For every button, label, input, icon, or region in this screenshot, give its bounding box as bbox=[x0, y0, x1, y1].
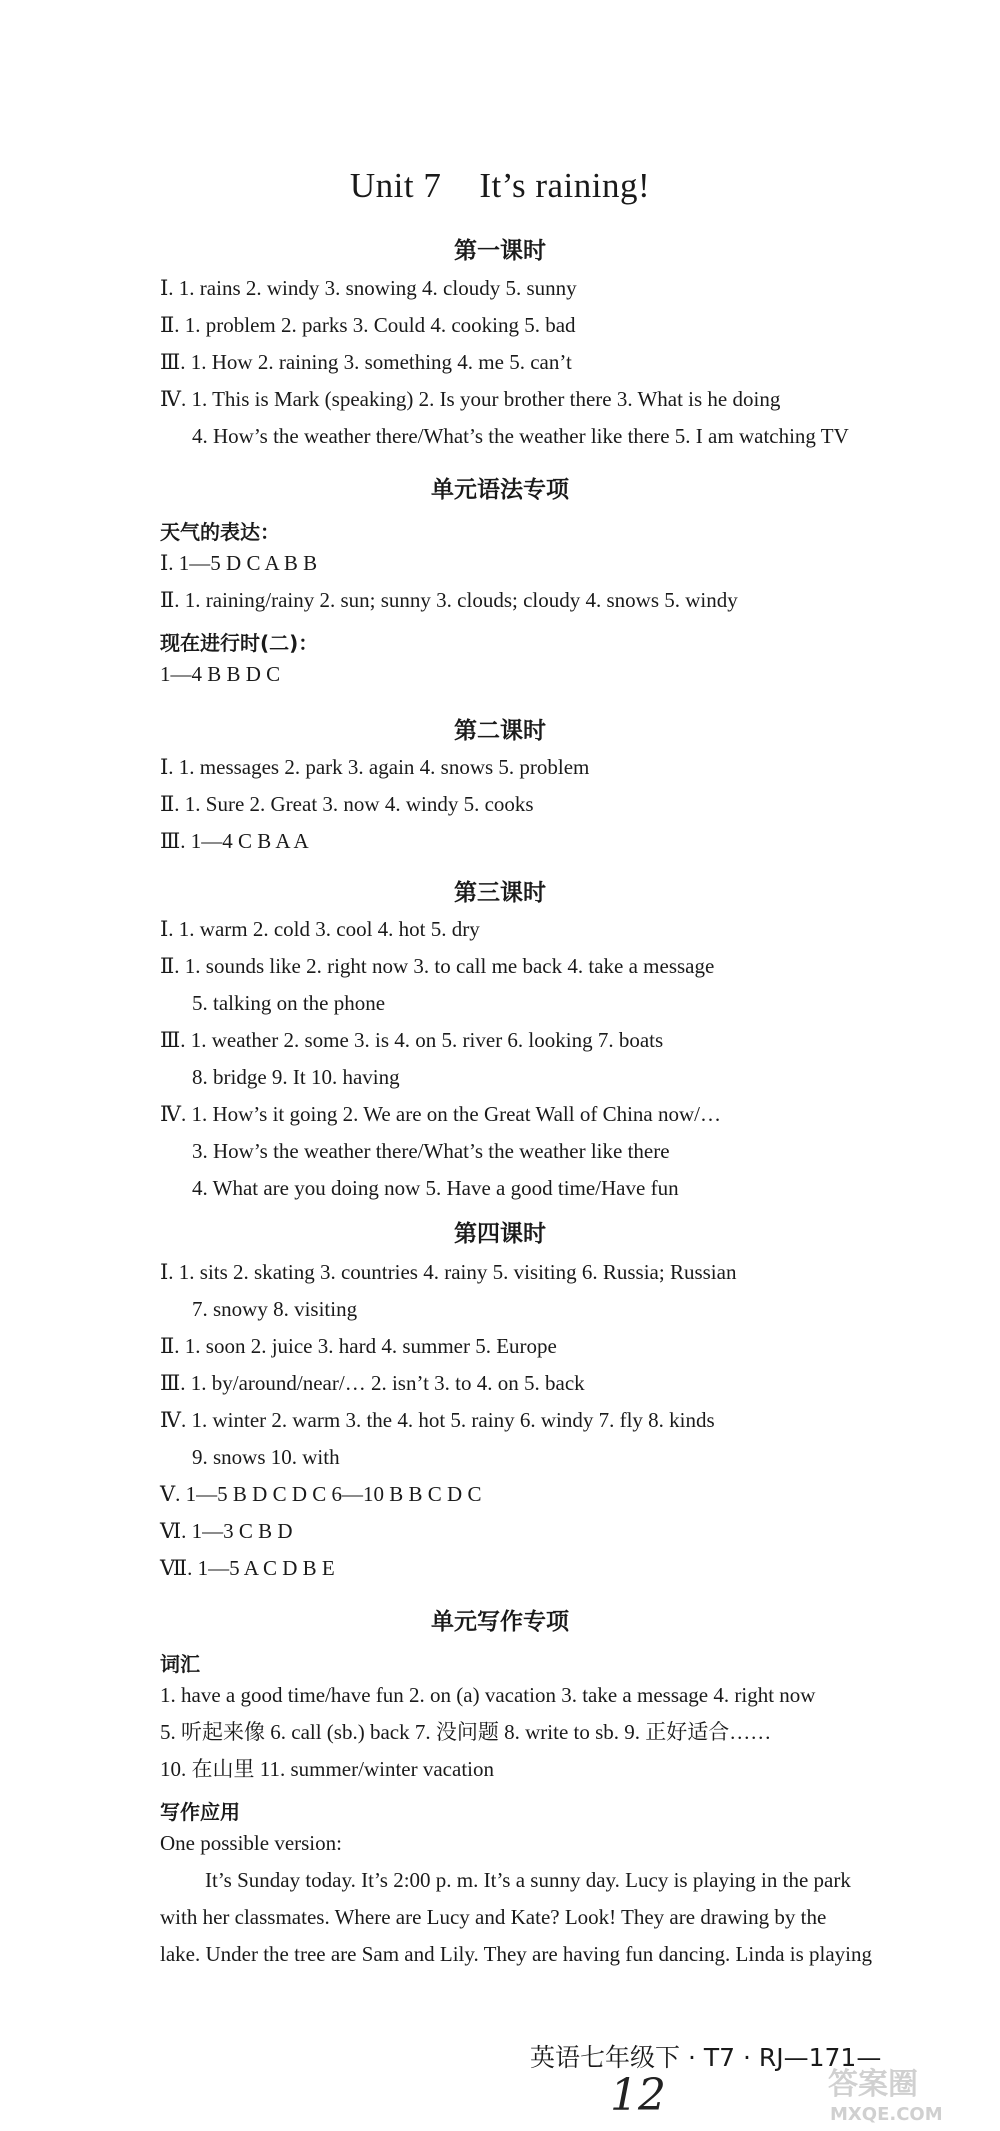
answer-line: Ⅳ. 1. This is Mark (speaking) 2. Is your brother there 3. What is he doing bbox=[160, 387, 781, 411]
answer-line: 1—4 B B D C bbox=[160, 662, 281, 686]
answer-line: Ⅲ. 1. by/around/near/… 2. isn’t 3. to 4. on 5. back bbox=[160, 1371, 585, 1395]
answer-line: 4. How’s the weather there/What’s the weather like there 5. I am watching TV bbox=[192, 424, 849, 448]
page-footer: 英语七年级下 · T7 · RJ—171— bbox=[530, 2043, 882, 2072]
lesson1-heading: 第一课时 bbox=[454, 238, 546, 264]
watermark-top: 答案圈 bbox=[828, 2067, 918, 2102]
unit-number: Unit 7 bbox=[349, 166, 442, 205]
watermark-logo bbox=[820, 2060, 990, 2126]
watermark-bottom: MXQE.COM bbox=[830, 2104, 943, 2125]
answer-line: Ⅴ. 1—5 B D C D C 6—10 B B C D C bbox=[160, 1482, 482, 1506]
answer-line: Ⅰ. 1—5 D C A B B bbox=[160, 551, 318, 575]
writing-heading: 单元写作专项 bbox=[431, 1609, 569, 1635]
answer-line: Ⅰ. 1. messages 2. park 3. again 4. snows 5. problem bbox=[160, 755, 590, 779]
answer-line: 8. bridge 9. It 10. having bbox=[192, 1065, 400, 1089]
answer-line: Ⅱ. 1. soon 2. juice 3. hard 4. summer 5. Europe bbox=[160, 1334, 557, 1358]
answer-line: Ⅱ. 1. Sure 2. Great 3. now 4. windy 5. cooks bbox=[160, 792, 534, 816]
sample-paragraph-line: It’s Sunday today. It’s 2:00 p. m. It’s a sunny day. Lucy is playing in the park bbox=[205, 1868, 851, 1892]
answer-line: Ⅳ. 1. winter 2. warm 3. the 4. hot 5. rainy 6. windy 7. fly 8. kinds bbox=[160, 1408, 715, 1432]
answer-line: Ⅲ. 1. How 2. raining 3. something 4. me 5. can’t bbox=[160, 350, 572, 374]
answer-line: 3. How’s the weather there/What’s the weather like there bbox=[192, 1139, 670, 1163]
grammar-sub-weather: 天气的表达： bbox=[160, 520, 280, 544]
answer-line: Ⅰ. 1. rains 2. windy 3. snowing 4. cloudy 5. sunny bbox=[160, 276, 577, 300]
answer-line: Ⅰ. 1. sits 2. skating 3. countries 4. rainy 5. visiting 6. Russia; Russian bbox=[160, 1260, 737, 1284]
answer-line: 1. have a good time/have fun 2. on (a) vacation 3. take a message 4. right now bbox=[160, 1683, 816, 1707]
lesson4-heading: 第四课时 bbox=[454, 1221, 546, 1247]
grammar-heading: 单元语法专项 bbox=[431, 477, 569, 503]
answer-line: Ⅱ. 1. raining/rainy 2. sun; sunny 3. clouds; cloudy 4. snows 5. windy bbox=[160, 588, 738, 612]
lesson2-heading: 第二课时 bbox=[454, 718, 546, 744]
writing-sub-application: 写作应用 bbox=[160, 1800, 240, 1824]
answer-line: 4. What are you doing now 5. Have a good time/Have fun bbox=[192, 1176, 679, 1200]
answer-line: Ⅲ. 1—4 C B A A bbox=[160, 829, 309, 853]
answer-line: Ⅵ. 1—3 C B D bbox=[160, 1519, 293, 1543]
answer-line: 9. snows 10. with bbox=[192, 1445, 340, 1469]
sample-paragraph-line: lake. Under the tree are Sam and Lily. They are having fun dancing. Linda is playing bbox=[160, 1942, 873, 1966]
watermark-graphic bbox=[820, 2060, 990, 2126]
answer-line: Ⅱ. 1. sounds like 2. right now 3. to call me back 4. take a message bbox=[160, 954, 715, 978]
answer-line: Ⅳ. 1. How’s it going 2. We are on the Great Wall of China now/… bbox=[160, 1102, 721, 1126]
answer-line: Ⅱ. 1. problem 2. parks 3. Could 4. cooking 5. bad bbox=[160, 313, 576, 337]
writing-sub-vocab: 词汇 bbox=[160, 1652, 200, 1676]
sample-intro: One possible version: bbox=[160, 1831, 342, 1855]
grammar-sub-progressive: 现在进行时(二)： bbox=[160, 631, 319, 655]
handwritten-page-number: 12 bbox=[610, 2070, 666, 2121]
answer-line: Ⅲ. 1. weather 2. some 3. is 4. on 5. river 6. looking 7. boats bbox=[160, 1028, 664, 1052]
answer-line: 5. talking on the phone bbox=[192, 991, 386, 1015]
lesson3-heading: 第三课时 bbox=[454, 880, 546, 906]
unit-name: It’s raining! bbox=[479, 166, 651, 205]
answer-line: 5. 听起来像 6. call (sb.) back 7. 没问题 8. write to sb. 9. 正好适合…… bbox=[160, 1720, 772, 1744]
answer-line: Ⅰ. 1. warm 2. cold 3. cool 4. hot 5. dry bbox=[160, 917, 480, 941]
sample-paragraph-line: with her classmates. Where are Lucy and Kate? Look! They are drawing by the bbox=[160, 1905, 827, 1929]
answer-line: Ⅶ. 1—5 A C D B E bbox=[160, 1556, 335, 1580]
unit-title bbox=[0, 166, 1000, 206]
answer-line: 7. snowy 8. visiting bbox=[192, 1297, 358, 1321]
answer-line: 10. 在山里 11. summer/winter vacation bbox=[160, 1757, 494, 1781]
